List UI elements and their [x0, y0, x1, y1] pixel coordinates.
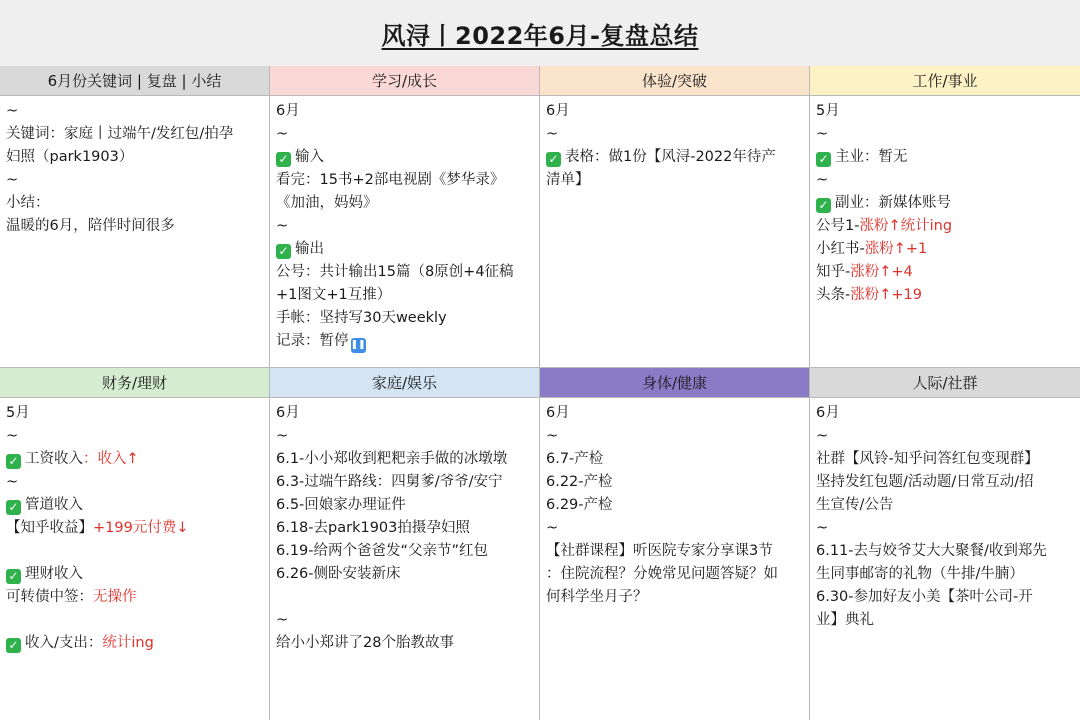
- text-line: ~: [276, 218, 289, 234]
- cell-experience: [540, 96, 810, 368]
- text-line: 何科学坐月子？: [546, 589, 648, 605]
- text-line: 5月: [6, 405, 30, 421]
- text-line: [276, 330, 533, 353]
- text-line: 温暖的6月，陪伴时间很多: [6, 218, 175, 234]
- checkmark-icon: ✓: [276, 152, 291, 167]
- text-line: [6, 448, 263, 471]
- text-line: [816, 261, 1074, 284]
- text-line: ~: [546, 520, 559, 536]
- checkmark-icon: ✓: [6, 500, 21, 515]
- text-line: ~: [6, 474, 19, 490]
- text-line: 给小小郑讲了28个胎教故事: [276, 635, 454, 651]
- text-line: [816, 215, 1074, 238]
- text-line: 6.11-去与姣爷艾大大聚餐/收到郑先: [816, 543, 1047, 559]
- text-line: 6.22-产检: [546, 474, 613, 490]
- text-line: ~: [816, 428, 829, 444]
- item-label: 管道收入: [25, 497, 83, 513]
- text-line: 生同事邮寄的礼物（牛排/牛腩）: [816, 566, 1024, 582]
- item-label: 表格：做1份【风浔-2022年待产: [565, 149, 776, 165]
- text-line: 看完：15书+2部电视剧《梦华录》: [276, 172, 505, 188]
- text-line: 坚持发红包题/活动题/日常互动/招: [816, 474, 1034, 490]
- summary-table: [0, 66, 1080, 720]
- checkmark-icon: ✓: [546, 152, 561, 167]
- text-line: ~: [276, 428, 289, 444]
- text-line: [816, 192, 1074, 215]
- text-line: ~: [6, 428, 19, 444]
- item-label: 记录：暂停: [276, 333, 349, 349]
- text-line: 小结：: [6, 195, 50, 211]
- checkmark-icon: ✓: [6, 454, 21, 469]
- highlight-text: +199元付费↓: [93, 520, 189, 536]
- text-line: ：住院流程？分娩常见问题答疑？如: [546, 566, 778, 582]
- text-line: ~: [546, 428, 559, 444]
- text-line: 【社群课程】听医院专家分享课3节: [546, 543, 773, 559]
- header-experience: 体验/突破: [540, 66, 810, 96]
- cell-social: [810, 398, 1080, 720]
- text-line: 清单】: [546, 172, 590, 188]
- text-line: 公号：共计输出15篇（8原创+4征稿: [276, 264, 514, 280]
- text-line: [6, 632, 263, 655]
- header-family: 家庭/娱乐: [270, 368, 540, 398]
- text-line: [276, 586, 533, 609]
- text-line: 6.18-去park1903拍摄孕妇照: [276, 520, 470, 536]
- header-health: 身体/健康: [540, 368, 810, 398]
- text-line: [546, 146, 803, 169]
- text-line: ~: [816, 126, 829, 142]
- item-label: 可转债中签：: [6, 589, 93, 605]
- text-line: 6.26-侧卧安装新床: [276, 566, 401, 582]
- text-line: [6, 494, 263, 517]
- text-line: 6.30-参加好友小美【茶叶公司-开: [816, 589, 1033, 605]
- text-line: [816, 284, 1074, 307]
- text-line: [816, 146, 1074, 169]
- highlight-text: ：收入↑: [83, 451, 139, 467]
- text-line: 社群【风铃-知乎问答红包变现群】: [816, 451, 1039, 467]
- item-label: 收入/支出：: [25, 635, 103, 651]
- cell-work: [810, 96, 1080, 368]
- text-line: 6.29-产检: [546, 497, 613, 513]
- highlight-text: 涨粉↑+19: [850, 287, 922, 303]
- checkmark-icon: ✓: [276, 244, 291, 259]
- cell-keywords: [0, 96, 270, 368]
- text-line: 5月: [816, 103, 840, 119]
- text-line: [276, 238, 533, 261]
- checkmark-icon: ✓: [816, 198, 831, 213]
- text-line: [6, 609, 263, 632]
- text-line: 6月: [546, 103, 570, 119]
- text-line: +1图文+1互推）: [276, 287, 392, 303]
- text-line: [6, 586, 263, 609]
- text-line: 业】典礼: [816, 612, 874, 628]
- text-line: 手帐：坚持写30天weekly: [276, 310, 447, 326]
- text-line: 《加油，妈妈》: [276, 195, 378, 211]
- item-label: 头条-: [816, 287, 851, 303]
- header-social: 人际/社群: [810, 368, 1080, 398]
- checkmark-icon: ✓: [816, 152, 831, 167]
- checkmark-icon: ✓: [6, 638, 21, 653]
- item-label: 【知乎收益】: [6, 520, 93, 536]
- item-label: 副业：新媒体账号: [835, 195, 951, 211]
- text-line: ~: [6, 103, 19, 119]
- header-finance: 财务/理财: [0, 368, 270, 398]
- item-label: 主业：暂无: [835, 149, 908, 165]
- text-line: ~: [546, 126, 559, 142]
- page-title: 风浔丨2022年6月-复盘总结: [381, 21, 699, 50]
- text-line: 生宣传/公告: [816, 497, 894, 513]
- text-line: ~: [276, 126, 289, 142]
- text-line: 6.7-产检: [546, 451, 604, 467]
- highlight-text: 统计ing: [102, 635, 154, 651]
- item-label: 理财收入: [25, 566, 83, 582]
- text-line: 6.19-给两个爸爸发“父亲节”红包: [276, 543, 489, 559]
- text-line: [6, 563, 263, 586]
- text-line: ~: [6, 172, 19, 188]
- pause-icon: ❚❚: [351, 338, 366, 353]
- text-line: [6, 540, 263, 563]
- cell-health: [540, 398, 810, 720]
- header-work: 工作/事业: [810, 66, 1080, 96]
- text-line: 6.1-小小郑收到粑粑亲手做的冰墩墩: [276, 451, 508, 467]
- title-bar: [0, 0, 1080, 67]
- item-label: 知乎-: [816, 264, 851, 280]
- item-label: 小红书-: [816, 241, 865, 257]
- item-label: 输入: [295, 149, 324, 165]
- item-label: 公号1-: [816, 218, 860, 234]
- cell-learning: [270, 96, 540, 368]
- text-line: ~: [816, 520, 829, 536]
- cell-finance: [0, 398, 270, 720]
- text-line: [6, 517, 263, 540]
- checkmark-icon: ✓: [6, 569, 21, 584]
- item-label: 工资收入: [25, 451, 83, 467]
- header-learning: 学习/成长: [270, 66, 540, 96]
- text-line: 6.3-过端午路线：四舅爹/爷爷/安宁: [276, 474, 503, 490]
- text-line: ~: [816, 172, 829, 188]
- text-line: 6月: [276, 103, 300, 119]
- text-line: 妇照（park1903）: [6, 149, 134, 165]
- text-line: 6月: [276, 405, 300, 421]
- highlight-text: 涨粉↑统计ing: [859, 218, 953, 234]
- text-line: 关键词：家庭丨过端午/发红包/拍孕: [6, 126, 234, 142]
- item-label: 输出: [295, 241, 324, 257]
- text-line: [816, 238, 1074, 261]
- highlight-text: 涨粉↑+4: [850, 264, 913, 280]
- highlight-text: 涨粉↑+1: [864, 241, 928, 257]
- cell-family: [270, 398, 540, 720]
- text-line: [276, 146, 533, 169]
- text-line: 6.5-回娘家办理证件: [276, 497, 406, 513]
- highlight-text: 无操作: [93, 589, 137, 605]
- text-line: ~: [276, 612, 289, 628]
- text-line: 6月: [816, 405, 840, 421]
- header-keywords: 6月份关键词 | 复盘 | 小结: [0, 66, 270, 96]
- text-line: 6月: [546, 405, 570, 421]
